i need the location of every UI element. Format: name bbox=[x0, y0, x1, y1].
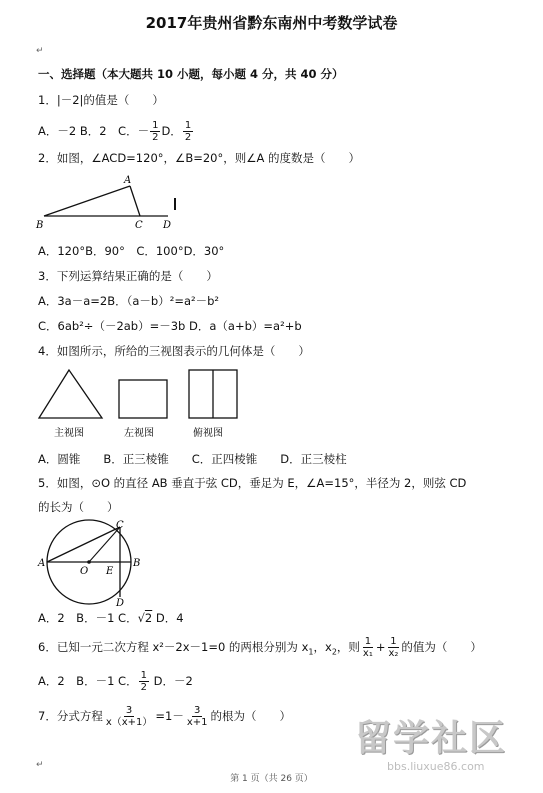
side-view-label: 左视图 bbox=[124, 428, 154, 439]
front-view-triangle bbox=[39, 370, 102, 418]
q5-label-d: D bbox=[116, 598, 125, 606]
side-view-rectangle bbox=[119, 380, 167, 418]
watermark-logo bbox=[355, 710, 535, 782]
q5-label-o: O bbox=[80, 566, 89, 577]
q5-sqrt-value: 2 bbox=[144, 611, 153, 625]
q6-frac2: $\frac{1}{\text{x₂}}$ bbox=[388, 636, 399, 659]
q7-frac1: $\frac{3}{x(x+1)}$ bbox=[105, 705, 153, 728]
q6-options-post: D．－2 bbox=[149, 674, 193, 688]
q6-frac-c: $\frac{1}{2}$ bbox=[140, 670, 147, 693]
q2-label-c: C bbox=[135, 220, 143, 231]
q1-frac-c: $\frac{1}{2}$ bbox=[152, 120, 159, 143]
q5-stem-line2: 的长为（ ） bbox=[38, 500, 119, 514]
q6-plus: + bbox=[375, 640, 386, 654]
watermark-big-text: 留学社区 bbox=[355, 718, 508, 759]
q5-options-post: D．4 bbox=[152, 611, 184, 625]
q6-stem-mid: ，x bbox=[313, 640, 332, 654]
front-view-label: 主视图 bbox=[54, 428, 84, 439]
q1-options bbox=[38, 120, 194, 143]
q4-stem: 4．如图所示，所给的三视图表示的几何体是（ ） bbox=[38, 344, 310, 358]
watermark-url: bbs.liuxue86.com bbox=[387, 760, 485, 773]
q1-options-d: D． bbox=[161, 124, 182, 138]
q5-circle-figure bbox=[34, 518, 154, 606]
section-heading: 一、选择题（本大题共 10 小题，每小题 4 分，共 40 分） bbox=[38, 67, 344, 81]
q5-options bbox=[38, 610, 184, 626]
q5-label-b: B bbox=[133, 558, 141, 569]
q6-sub1: 1 bbox=[308, 647, 314, 657]
exam-title: 2017年贵州省黔东南州中考数学试卷 bbox=[145, 14, 398, 32]
q6-sub2: 2 bbox=[331, 647, 337, 657]
q6-options bbox=[38, 670, 193, 693]
q2-stem: 2．如图，∠ACD=120°，∠B=20°，则∠A 的度数是（ ） bbox=[38, 151, 361, 165]
q3-options-ab: A．3a－a=2B．（a－b）²=a²－b² bbox=[38, 294, 220, 308]
page-footer: 第 1 页（共 26 页） bbox=[230, 774, 313, 784]
paragraph-mark: ↵ bbox=[36, 760, 44, 770]
q7-stem bbox=[38, 705, 291, 728]
q1-options-a: A．－2 B．2 C．－ bbox=[38, 124, 150, 138]
q5-stem-line1: 5．如图，⊙O 的直径 AB 垂直于弦 CD，垂足为 E，∠A=15°，半径为 2，则弦 CD bbox=[38, 476, 467, 490]
q2-triangle-figure bbox=[34, 172, 184, 232]
q2-label-d: D bbox=[163, 220, 172, 231]
sqrt-symbol: √ bbox=[137, 611, 145, 625]
paragraph-mark: ↵ bbox=[36, 46, 44, 56]
q6-stem-pre: 6．已知一元二次方程 x²－2x－1=0 的两根分别为 x bbox=[38, 640, 309, 654]
top-view-label: 俯视图 bbox=[193, 428, 223, 439]
q3-options-cd: C．6ab²÷（－2ab）=－3b D．a（a+b）=a²+b bbox=[38, 319, 302, 333]
q6-options-pre: A．2 B．－1 C． bbox=[38, 674, 138, 688]
q2-label-b: B bbox=[36, 220, 44, 231]
q5-options-pre: A．2 B．－1 C． bbox=[38, 611, 138, 625]
q5-label-a: A bbox=[38, 558, 46, 569]
q5-label-c: C bbox=[116, 520, 124, 531]
q2-label-a: A bbox=[124, 175, 132, 186]
q6-stem-then: ，则 bbox=[336, 640, 360, 654]
q6-stem-post: 的值为（ ） bbox=[401, 640, 482, 654]
q7-stem-post: 的根为（ ） bbox=[210, 709, 292, 723]
q5-label-e: E bbox=[106, 566, 114, 577]
q4-options: A．圆锥 B．正三棱锥 C．正四棱锥 D．正三棱柱 bbox=[38, 452, 347, 466]
q1-frac-d: $\frac{1}{2}$ bbox=[184, 120, 192, 143]
q3-stem: 3．下列运算结果正确的是（ ） bbox=[38, 269, 218, 283]
q4-three-views-figure bbox=[34, 364, 249, 442]
q7-frac2: $\frac{3}{x+1}$ bbox=[186, 705, 208, 728]
q6-stem bbox=[38, 636, 482, 660]
q1-stem: 1．|－2|的值是（ ） bbox=[38, 93, 164, 107]
q6-frac1: $\frac{1}{\text{x₁}}$ bbox=[362, 636, 373, 659]
q7-stem-pre: 7．分式方程 bbox=[38, 709, 103, 723]
q2-options: A．120°B．90° C．100°D．30° bbox=[38, 244, 225, 258]
q7-eq: =1－ bbox=[155, 709, 184, 723]
